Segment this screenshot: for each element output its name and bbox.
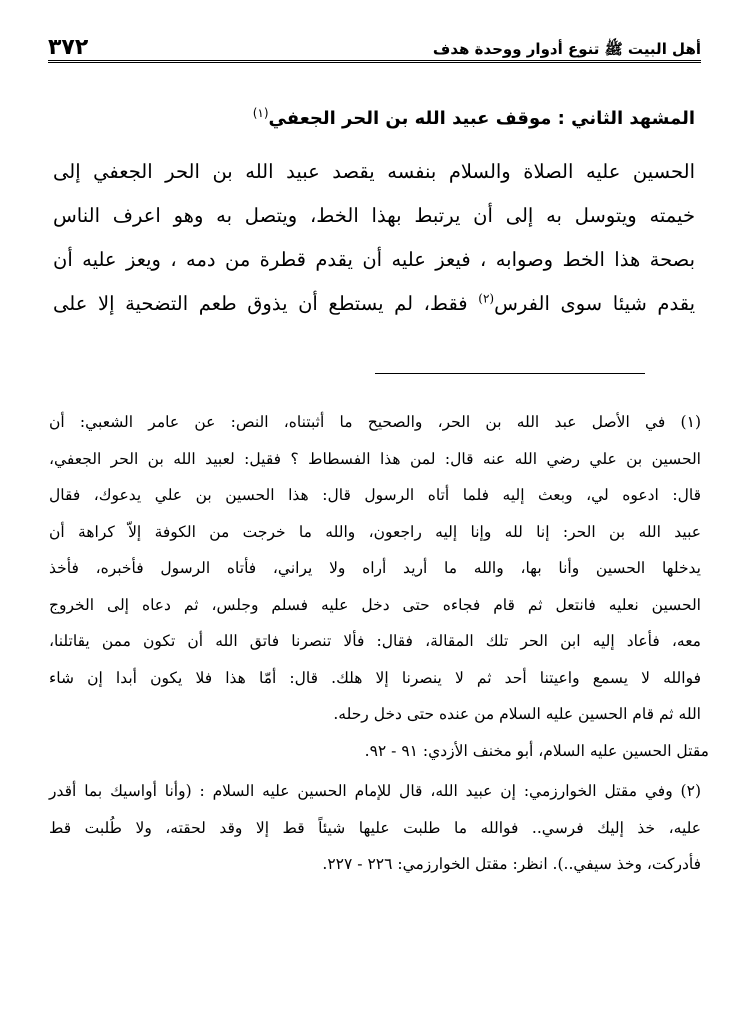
body-line-2: خيمته ويتوسل به إلى أن يرتبط بهذا الخط، ويتصل به وهو اعرف الناس <box>53 204 695 227</box>
footnote-marker-2: (٢) <box>478 291 495 306</box>
footnote-2-line-1: (٢) وفي مقتل الخوارزمي: إن عبيد الله، قال للإمام الحسين عليه السلام : (وأنا أواسيك بما أقدر <box>49 782 701 800</box>
running-title: أهل البيت ﷺ تنوع أدوار ووحدة هدف <box>432 40 701 58</box>
footnote-1-line-6: الحسين نعليه فانتعل ثم قام فجاءه حتى دخل عليه فسلم وجلس، ثم دعاه إلى الخروج <box>49 595 701 614</box>
running-header <box>48 30 701 60</box>
body-line-3: بصحة هذا الخط وصوابه ، فيعز عليه أن يقدم قطرة من دمه ، ويعز عليه أن <box>53 248 695 271</box>
header-rule <box>48 60 701 63</box>
footnote-1-line-2: الحسين بن علي رضي الله عنه قال: لمن هذا الفسطاط ؟ فقيل: لعبيد الله بن الحر الجعفي، <box>49 449 701 468</box>
body-line-4 <box>53 282 695 326</box>
body-line-4-end: فقط، لم يستطع أن يذوق طعم التضحية إلا على <box>53 292 479 315</box>
footnote-1-line-7: معه، فأعاد إليه ابن الحر تلك المقالة، فقال: فألا تنصرنا فاتق الله أن تكون ممن يقاتلنا، <box>49 632 701 650</box>
footnote-1-line-3: قال: ادعوه لي، وبعث إليه فلما أتاه الرسول قال: هذا الحسين بن علي يدعوك، فقال <box>49 486 701 504</box>
section-heading-text: المشهد الثاني : موقف عبيد الله بن الحر الجعفي <box>268 108 695 129</box>
footnote-2-line-2: عليه، خذ إليك فرسي.. فوالله ما طلبت عليها شيئاً قط إلا وقد لحقته، ولا طُلبت قط <box>49 818 701 837</box>
page-number: ٣٧٢ <box>48 35 89 60</box>
body-line-4-start: يقدم شيئا سوى الفرس <box>494 292 695 315</box>
body-paragraph <box>53 150 695 326</box>
footnote-separator <box>375 373 645 374</box>
footnote-1-line-8: فوالله لا يسمع واعيتنا أحد ثم لا ينصرنا إلا هلك. قال: أمّا هذا فلا يكون أبدا إن شاء <box>49 668 701 687</box>
footnote-1-line-4: عبيد الله بن الحر: إنا لله وإنا إليه راجعون، والله ما خرجت من الكوفة إلاّ كراهة أن <box>49 522 701 541</box>
section-heading <box>55 104 695 134</box>
footnote-1-line-1: (١) في الأصل عبد الله بن الحر، والصحيح ما أثبتناه، النص: عن عامر الشعبي: أن <box>49 413 701 431</box>
footnotes <box>49 404 709 883</box>
footnote-1-line-9: الله ثم قام الحسين عليه السلام من عنده حتى دخل رحله. <box>333 705 701 723</box>
body-line-1: الحسين عليه الصلاة والسلام بنفسه يقصد عبيد الله بن الحر الجعفي إلى <box>53 160 695 183</box>
footnote-2-line-3: فأدركت، وخذ سيفي..). انظر: مقتل الخوارزمي: ٢٢٦ - ٢٢٧. <box>322 855 701 873</box>
footnote-1-line-5: يدخلها الحسين وأنا بها، والله ما أريد أراه ولا يراني، فأتاه الرسول فأخبره، فأخذ <box>49 559 701 577</box>
footnote-marker-1: (١) <box>252 106 269 120</box>
footnote-1-source: مقتل الحسين عليه السلام، أبو مخنف الأزدي: ٩١ - ٩٢. <box>364 741 709 760</box>
